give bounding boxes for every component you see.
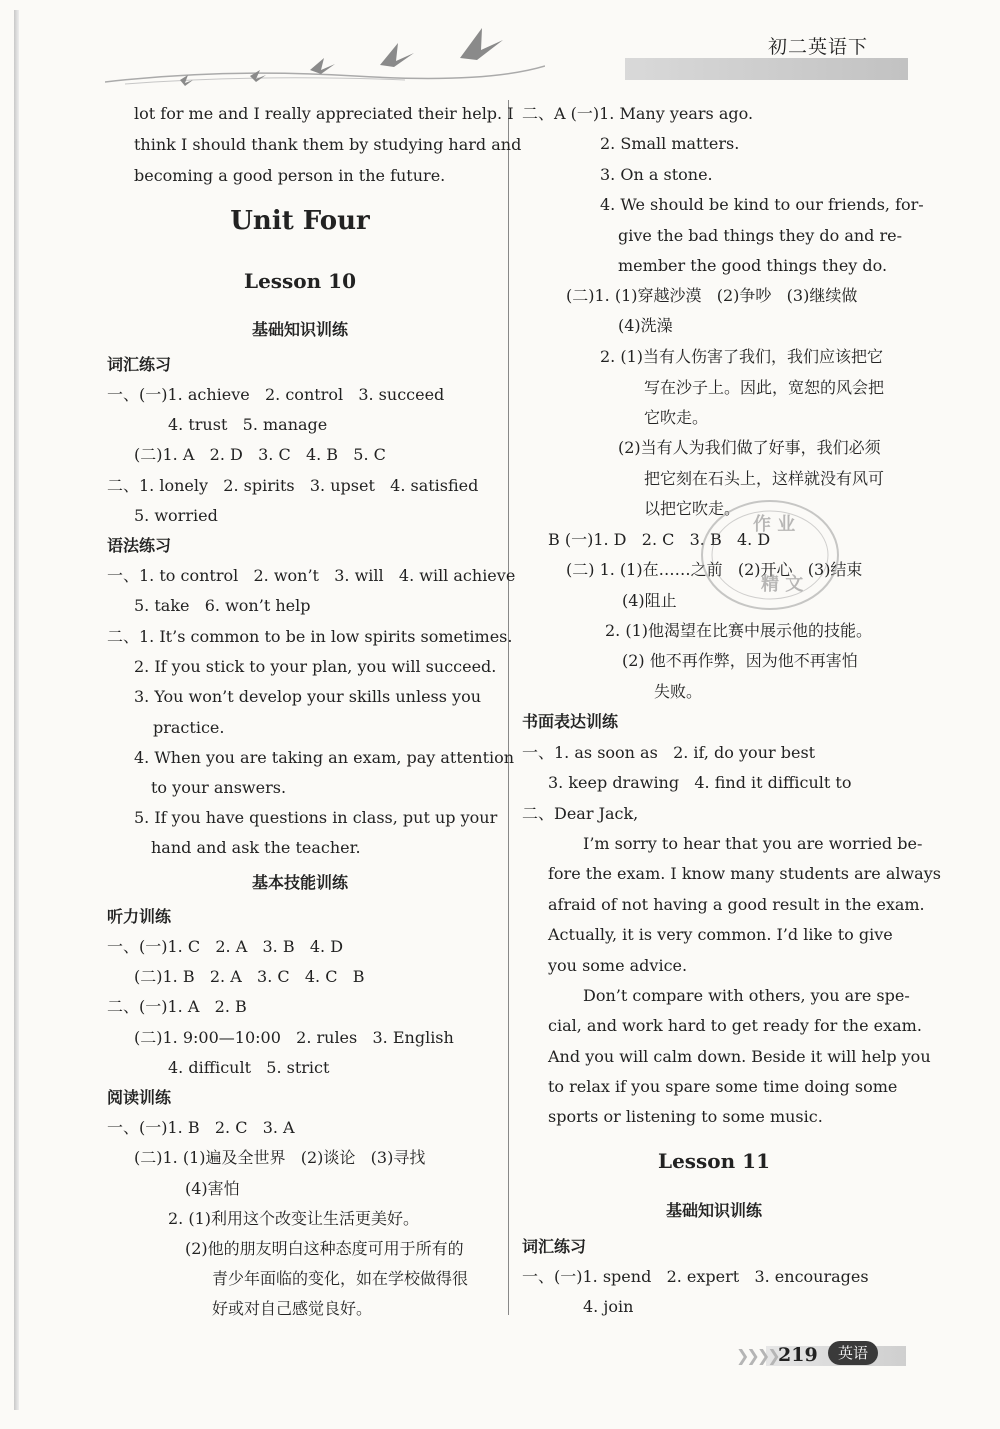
left-text-line: becoming a good person in the future. xyxy=(134,166,446,185)
answer-line: 4. When you are taking an exam, pay attention xyxy=(134,748,515,767)
unit-title: Unit Four xyxy=(230,206,370,236)
answer-line: 它吹走。 xyxy=(644,408,709,427)
lesson-title: Lesson 11 xyxy=(658,1149,770,1173)
letter-line: Actually, it is very common. I’d like to give xyxy=(548,925,893,944)
answer-line: 一、(一)1. B 2. C 3. A xyxy=(107,1118,295,1137)
letter-line: And you will calm down. Beside it will help you xyxy=(548,1047,931,1066)
subsection-heading: 听力训练 xyxy=(107,907,172,926)
answer-line: (二)1. A 2. D 3. C 4. B 5. C xyxy=(134,445,386,464)
answer-line: (4)洗澡 xyxy=(618,316,673,335)
answer-line: 2. If you stick to your plan, you will succeed. xyxy=(134,657,497,676)
letter-line: to relax if you spare some time doing some xyxy=(548,1077,898,1096)
answer-line: (4)阻止 xyxy=(622,591,677,610)
letter-line: afraid of not having a good result in the exam. xyxy=(548,895,925,914)
answer-line: 以把它吹走。 xyxy=(644,499,741,518)
section-heading: 基础知识训练 xyxy=(251,320,348,339)
answer-line: 4. We should be kind to our friends, for- xyxy=(600,195,924,214)
answer-line: hand and ask the teacher. xyxy=(151,838,361,857)
answer-line: 二、1. It’s common to be in low spirits sometimes. xyxy=(107,627,513,646)
flying-birds-decoration xyxy=(105,10,545,90)
answer-line: (2)当有人为我们做了好事，我们必须 xyxy=(618,438,881,457)
answer-line: 5. If you have questions in class, put up your xyxy=(134,808,498,827)
stamp-text-top: 作 业 xyxy=(753,514,796,535)
page-footer xyxy=(736,1338,908,1372)
answer-line: (二)1. B 2. A 3. C 4. C B xyxy=(134,967,365,986)
answer-line: 二、Dear Jack, xyxy=(522,804,639,823)
left-text-line: think I should thank them by studying hard and xyxy=(134,135,522,154)
answer-line: 2. (1)他渴望在比赛中展示他的技能。 xyxy=(605,621,873,640)
chevrons-icon: ❯❯❯❯ xyxy=(736,1346,778,1365)
answer-line: 青少年面临的变化，如在学校做得很 xyxy=(212,1269,469,1288)
letter-line: you some advice. xyxy=(548,956,688,975)
subsection-heading: 阅读训练 xyxy=(107,1088,172,1107)
answer-line: 4. trust 5. manage xyxy=(168,415,328,434)
section-heading: 基础知识训练 xyxy=(665,1201,762,1220)
answer-line: (2)他的朋友明白这种态度可用于所有的 xyxy=(185,1239,464,1258)
answer-line: 2. (1)当有人伤害了我们，我们应该把它 xyxy=(600,347,884,366)
answer-line: 一、(一)1. spend 2. expert 3. encourages xyxy=(522,1267,869,1286)
column-divider xyxy=(508,100,509,1315)
answer-line: 4. difficult 5. strict xyxy=(168,1058,330,1077)
answer-line: 好或对自己感觉良好。 xyxy=(212,1299,373,1318)
answer-line: 3. keep drawing 4. find it difficult to xyxy=(548,773,852,792)
answer-line: (二)1. (1)遍及全世界 (2)谈论 (3)寻找 xyxy=(134,1148,426,1167)
subsection-heading: 词汇练习 xyxy=(107,355,172,374)
answer-line: give the bad things they do and re- xyxy=(618,226,903,245)
lesson-title: Lesson 10 xyxy=(244,269,356,293)
watermark-stamp xyxy=(695,490,845,620)
answer-line: 一、1. as soon as 2. if, do your best xyxy=(522,743,816,762)
answer-line: 一、(一)1. achieve 2. control 3. succeed xyxy=(107,385,445,404)
answer-line: 3. On a stone. xyxy=(600,165,713,184)
subject-badge: 英语 xyxy=(828,1341,878,1365)
letter-line: sports or listening to some music. xyxy=(548,1107,823,1126)
letter-line: I’m sorry to hear that you are worried be- xyxy=(583,834,923,853)
answer-line: 4. join xyxy=(583,1297,634,1316)
answer-line: 二、(一)1. A 2. B xyxy=(107,997,247,1016)
answer-line: 把它刻在石头上，这样就没有风可 xyxy=(644,469,885,488)
answer-line: 2. (1)利用这个改变让生活更美好。 xyxy=(168,1209,420,1228)
answer-line: 一、(一)1. C 2. A 3. B 4. D xyxy=(107,937,344,956)
answer-line: 5. worried xyxy=(134,506,218,525)
answer-line: 二、A (一)1. Many years ago. xyxy=(522,104,754,123)
subsection-heading: 书面表达训练 xyxy=(522,712,619,731)
answer-line: to your answers. xyxy=(151,778,287,797)
answer-line: (二) 1. (1)在……之前 (2)开心 (3)结束 xyxy=(566,560,863,579)
answer-line: 3. You won’t develop your skills unless you xyxy=(134,687,482,706)
answer-line: 2. Small matters. xyxy=(600,134,740,153)
header-bar xyxy=(625,58,908,80)
subsection-heading: 语法练习 xyxy=(107,536,172,555)
letter-line: cial, and work hard to get ready for the exam. xyxy=(548,1016,922,1035)
page-number: 219 xyxy=(778,1344,818,1366)
answer-line: member the good things they do. xyxy=(618,256,888,275)
answer-line: 一、1. to control 2. won’t 3. will 4. will achieve xyxy=(107,566,516,585)
letter-line: Don’t compare with others, you are spe- xyxy=(583,986,910,1005)
answer-line: (2) 他不再作弊，因为他不再害怕 xyxy=(622,651,858,670)
answer-line: (4)害怕 xyxy=(185,1179,240,1198)
answer-line: 二、1. lonely 2. spirits 3. upset 4. satisfied xyxy=(107,476,479,495)
subsection-heading: 词汇练习 xyxy=(522,1237,587,1256)
stamp-text-bottom: 精 文 xyxy=(761,574,804,595)
answer-line: 失败。 xyxy=(654,682,703,701)
answer-line: 写在沙子上。因此，宽恕的风会把 xyxy=(644,378,885,397)
header-title: 初二英语下 xyxy=(768,36,869,58)
left-text-line: lot for me and I really appreciated their help. I xyxy=(134,104,514,123)
answer-line: 5. take 6. won’t help xyxy=(134,596,311,615)
answer-line: (二)1. (1)穿越沙漠 (2)争吵 (3)继续做 xyxy=(566,286,858,305)
page-edge xyxy=(14,10,19,1410)
section-heading: 基本技能训练 xyxy=(251,873,348,892)
answer-line: B (一)1. D 2. C 3. B 4. D xyxy=(548,530,771,549)
answer-line: practice. xyxy=(153,718,225,737)
answer-line: (二)1. 9:00—10:00 2. rules 3. English xyxy=(134,1028,454,1047)
letter-line: fore the exam. I know many students are always xyxy=(548,864,941,883)
